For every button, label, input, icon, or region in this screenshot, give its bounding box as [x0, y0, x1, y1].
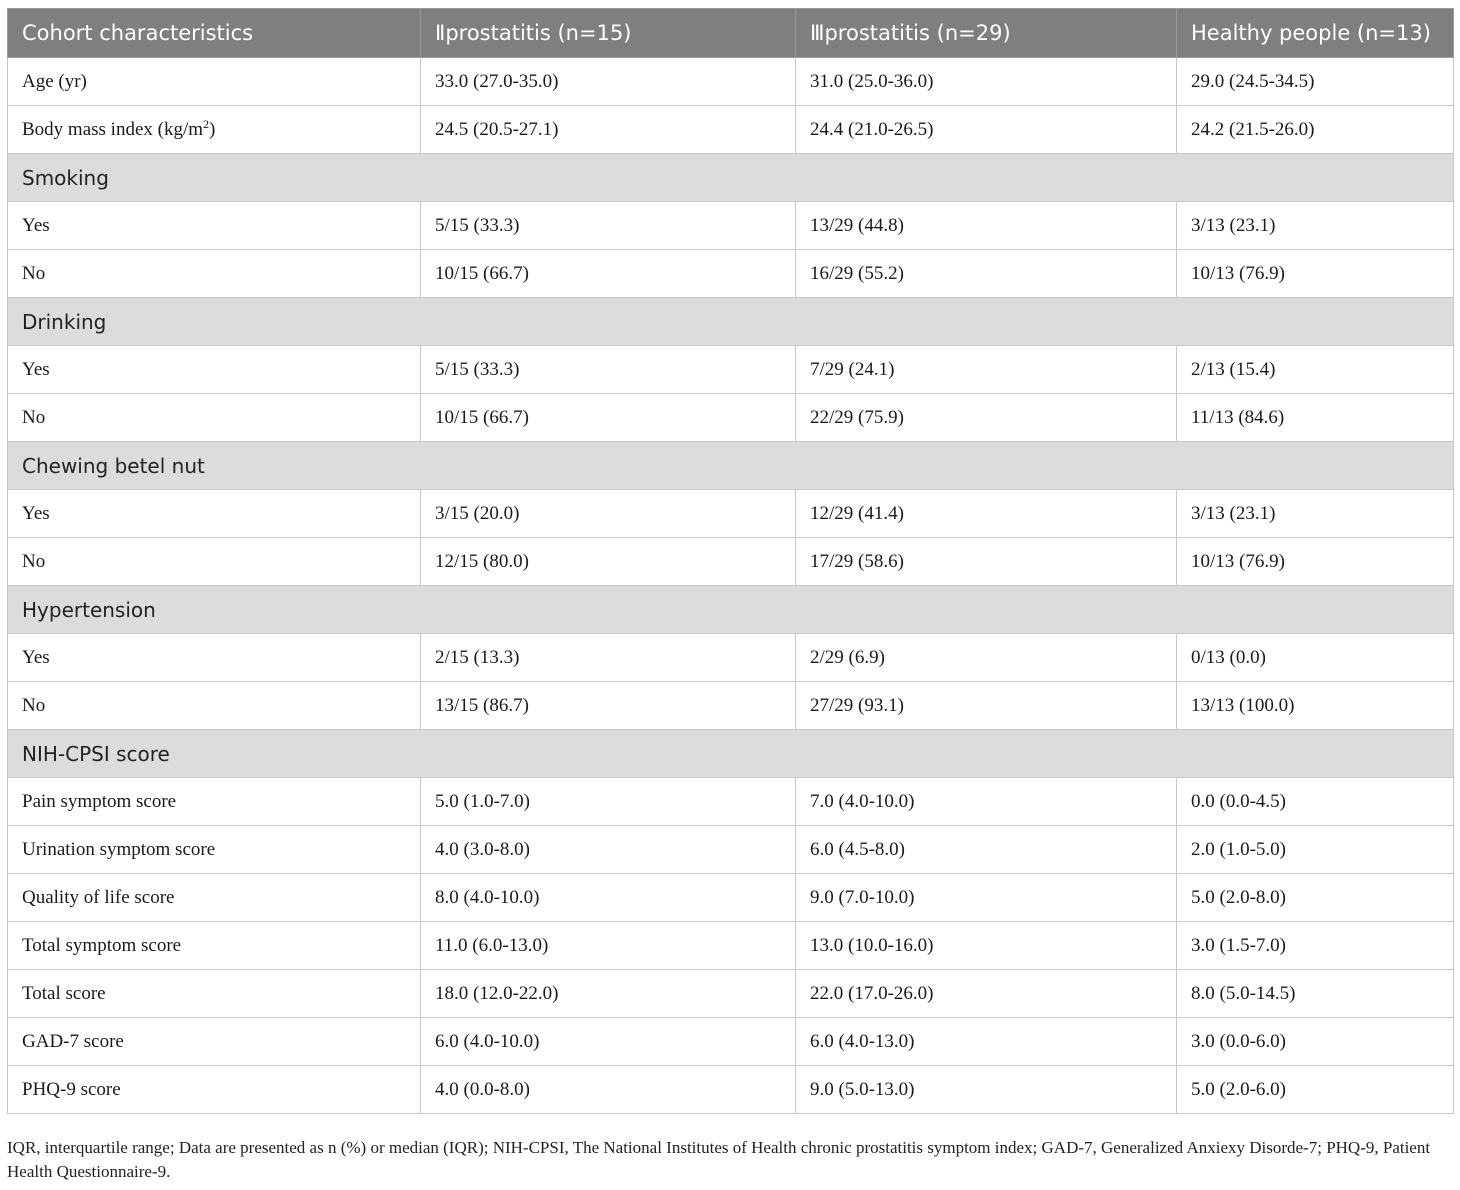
row-label-text: PHQ-9 score	[22, 1078, 121, 1100]
value-cell-type3: 9.0 (5.0-13.0)	[796, 1066, 1177, 1114]
value-cell-healthy: 10/13 (76.9)	[1177, 250, 1454, 298]
table-row	[8, 394, 1454, 442]
header-cell-type3: Ⅲprostatitis (n=29)	[796, 9, 1177, 58]
value-cell-healthy: 29.0 (24.5-34.5)	[1177, 58, 1454, 106]
row-label	[8, 250, 421, 298]
value-cell-type2: 5/15 (33.3)	[421, 202, 796, 250]
table-footnote: IQR, interquartile range; Data are presented as n (%) or median (IQR); NIH-CPSI, The National Institutes of Health chronic prostatitis symptom index; GAD-7, Generalized Anxiexy Disorde-7; PHQ-9, Patient Health Questionnaire-9.	[7, 1138, 1431, 1181]
value-cell-type2: 3/15 (20.0)	[421, 490, 796, 538]
table-row	[8, 58, 1454, 106]
value-cell-type3: 12/29 (41.4)	[796, 490, 1177, 538]
row-label-superscript: 2	[203, 116, 210, 131]
value-cell-healthy: 5.0 (2.0-6.0)	[1177, 1066, 1454, 1114]
value-cell-type2: 10/15 (66.7)	[421, 394, 796, 442]
row-label-text: Yes	[22, 358, 50, 380]
value-cell-type3: 27/29 (93.1)	[796, 682, 1177, 730]
row-label	[8, 826, 421, 874]
value-cell-type3: 6.0 (4.5-8.0)	[796, 826, 1177, 874]
value-cell-type3: 31.0 (25.0-36.0)	[796, 58, 1177, 106]
row-label-text: Total symptom score	[22, 934, 182, 956]
value-cell-healthy: 8.0 (5.0-14.5)	[1177, 970, 1454, 1018]
row-label-text: Total score	[22, 982, 106, 1004]
value-cell-type2: 4.0 (3.0-8.0)	[421, 826, 796, 874]
value-cell-type2: 6.0 (4.0-10.0)	[421, 1018, 796, 1066]
value-cell-healthy: 5.0 (2.0-8.0)	[1177, 874, 1454, 922]
value-cell-type3: 7/29 (24.1)	[796, 346, 1177, 394]
row-label-text: No	[22, 262, 46, 284]
value-cell-type3: 2/29 (6.9)	[796, 634, 1177, 682]
section-heading: Hypertension	[8, 586, 1454, 634]
section-row	[8, 442, 1454, 490]
row-label-text: No	[22, 550, 46, 572]
row-label-text: No	[22, 694, 46, 716]
table-row	[8, 346, 1454, 394]
value-cell-healthy: 3.0 (0.0-6.0)	[1177, 1018, 1454, 1066]
header-cell-healthy: Healthy people (n=13)	[1177, 9, 1454, 58]
header-cell-characteristics: Cohort characteristics	[8, 9, 421, 58]
table-row	[8, 1066, 1454, 1114]
value-cell-type2: 11.0 (6.0-13.0)	[421, 922, 796, 970]
table-row	[8, 826, 1454, 874]
value-cell-type3: 17/29 (58.6)	[796, 538, 1177, 586]
header-cell-type2: Ⅱprostatitis (n=15)	[421, 9, 796, 58]
table-row	[8, 874, 1454, 922]
table-row	[8, 202, 1454, 250]
row-label-text: Urination symptom score	[22, 838, 216, 860]
row-label-text: Body mass index (kg/m	[22, 118, 204, 140]
value-cell-type2: 5/15 (33.3)	[421, 346, 796, 394]
row-label-text: Yes	[22, 502, 50, 524]
table-row	[8, 922, 1454, 970]
value-cell-healthy: 11/13 (84.6)	[1177, 394, 1454, 442]
value-cell-healthy: 3.0 (1.5-7.0)	[1177, 922, 1454, 970]
row-label	[8, 538, 421, 586]
table-row	[8, 1018, 1454, 1066]
value-cell-type3: 7.0 (4.0-10.0)	[796, 778, 1177, 826]
value-cell-type2: 12/15 (80.0)	[421, 538, 796, 586]
value-cell-type2: 5.0 (1.0-7.0)	[421, 778, 796, 826]
table-body	[8, 58, 1454, 1114]
value-cell-healthy: 2/13 (15.4)	[1177, 346, 1454, 394]
section-row	[8, 298, 1454, 346]
section-row	[8, 730, 1454, 778]
row-label-text: Pain symptom score	[22, 790, 177, 812]
value-cell-type3: 22/29 (75.9)	[796, 394, 1177, 442]
row-label	[8, 346, 421, 394]
row-label	[8, 778, 421, 826]
value-cell-type2: 8.0 (4.0-10.0)	[421, 874, 796, 922]
section-heading: Drinking	[8, 298, 1454, 346]
value-cell-type3: 13.0 (10.0-16.0)	[796, 922, 1177, 970]
value-cell-type2: 33.0 (27.0-35.0)	[421, 58, 796, 106]
value-cell-type3: 9.0 (7.0-10.0)	[796, 874, 1177, 922]
table-row	[8, 538, 1454, 586]
row-label	[8, 1066, 421, 1114]
row-label-text: GAD-7 score	[22, 1030, 124, 1052]
value-cell-type3: 22.0 (17.0-26.0)	[796, 970, 1177, 1018]
value-cell-type2: 24.5 (20.5-27.1)	[421, 106, 796, 154]
row-label	[8, 682, 421, 730]
row-label-suffix: )	[209, 118, 216, 140]
row-label	[8, 202, 421, 250]
section-row	[8, 586, 1454, 634]
value-cell-healthy: 3/13 (23.1)	[1177, 490, 1454, 538]
value-cell-healthy: 0/13 (0.0)	[1177, 634, 1454, 682]
value-cell-type3: 13/29 (44.8)	[796, 202, 1177, 250]
section-heading: Chewing betel nut	[8, 442, 1454, 490]
row-label	[8, 106, 421, 154]
table-row	[8, 490, 1454, 538]
value-cell-healthy: 0.0 (0.0-4.5)	[1177, 778, 1454, 826]
row-label	[8, 58, 421, 106]
row-label	[8, 874, 421, 922]
row-label	[8, 634, 421, 682]
table-row	[8, 970, 1454, 1018]
row-label	[8, 1018, 421, 1066]
row-label-text: No	[22, 406, 46, 428]
value-cell-healthy: 10/13 (76.9)	[1177, 538, 1454, 586]
row-label	[8, 922, 421, 970]
table-header-row	[8, 9, 1454, 58]
value-cell-type2: 18.0 (12.0-22.0)	[421, 970, 796, 1018]
value-cell-type3: 24.4 (21.0-26.5)	[796, 106, 1177, 154]
table-row	[8, 682, 1454, 730]
value-cell-type3: 6.0 (4.0-13.0)	[796, 1018, 1177, 1066]
value-cell-type2: 4.0 (0.0-8.0)	[421, 1066, 796, 1114]
value-cell-type2: 2/15 (13.3)	[421, 634, 796, 682]
cohort-characteristics-table	[7, 8, 1454, 1114]
table-row	[8, 778, 1454, 826]
value-cell-healthy: 24.2 (21.5-26.0)	[1177, 106, 1454, 154]
section-row	[8, 154, 1454, 202]
value-cell-type2: 10/15 (66.7)	[421, 250, 796, 298]
value-cell-healthy: 3/13 (23.1)	[1177, 202, 1454, 250]
value-cell-type3: 16/29 (55.2)	[796, 250, 1177, 298]
value-cell-healthy: 13/13 (100.0)	[1177, 682, 1454, 730]
section-heading: Smoking	[8, 154, 1454, 202]
row-label	[8, 394, 421, 442]
row-label-text: Yes	[22, 214, 50, 236]
table-row	[8, 106, 1454, 154]
row-label-text: Age (yr)	[22, 70, 87, 92]
value-cell-type2: 13/15 (86.7)	[421, 682, 796, 730]
section-heading: NIH-CPSI score	[8, 730, 1454, 778]
row-label-text: Quality of life score	[22, 886, 175, 908]
row-label	[8, 490, 421, 538]
value-cell-healthy: 2.0 (1.0-5.0)	[1177, 826, 1454, 874]
row-label-text: Yes	[22, 646, 50, 668]
table-row	[8, 634, 1454, 682]
row-label	[8, 970, 421, 1018]
table-row	[8, 250, 1454, 298]
cohort-table-container	[7, 8, 1453, 1114]
